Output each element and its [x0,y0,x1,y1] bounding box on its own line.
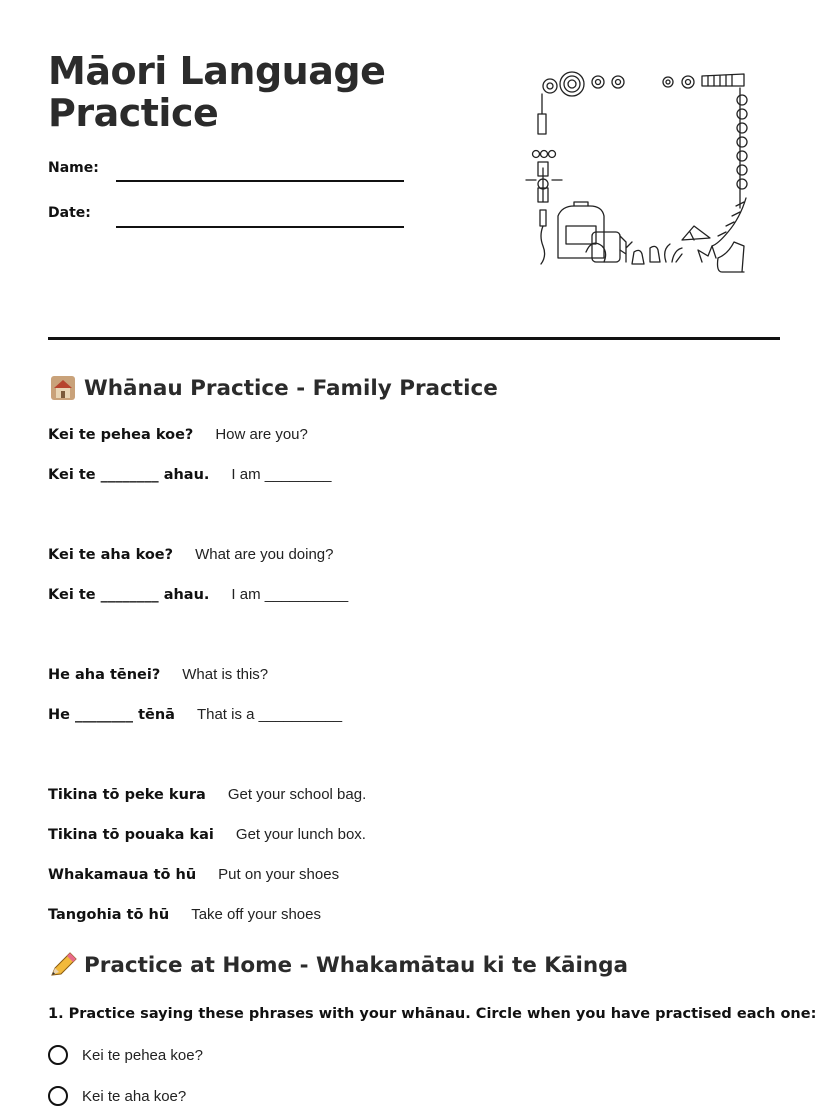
maori-phrase: Kei te aha koe? [48,547,174,563]
maori-phrase: He ________ tēnā [48,707,175,723]
title-line-1: Māori Language [48,49,386,93]
name-field[interactable] [116,180,404,182]
maori-phrase: Tangohia tō hū [48,907,170,923]
english-translation: How are you? [215,426,308,443]
house-icon [48,374,78,402]
maori-phrase: Kei te ________ ahau. [48,467,210,483]
english-translation: What are you doing? [195,546,334,563]
phrase-row [48,906,321,923]
section-heading-text: Whānau Practice - Family Practice [84,375,498,401]
practice-item-label: Kei te pehea koe? [82,1046,203,1064]
maori-phrase: Tikina tō pouaka kai [48,827,214,843]
decorative-border-illustration [522,66,754,286]
page-title [48,50,448,134]
section-heading-practice [48,951,628,979]
english-translation: I am ________ [231,466,332,483]
phrase-row [48,786,366,803]
maori-phrase: Kei te pehea koe? [48,427,194,443]
practice-item[interactable] [48,1086,186,1106]
english-translation: Put on your shoes [218,866,340,883]
phrase-row [48,666,268,683]
instruction-text: 1. Practice saying these phrases with your whānau. Circle when you have practised each one: [48,1006,817,1022]
english-translation: Take off your shoes [191,906,321,923]
section-divider [48,337,780,340]
phrase-row [48,586,348,603]
practice-item-label: Kei te aha koe? [82,1087,187,1105]
phrase-row [48,706,342,723]
english-translation: What is this? [182,666,269,683]
title-line-2: Practice [48,91,219,135]
phrase-row [48,546,333,563]
maori-phrase: Kei te ________ ahau. [48,587,210,603]
phrase-row [48,466,332,483]
maori-phrase: Tikina tō peke kura [48,787,206,803]
maori-phrase: He aha tēnei? [48,667,161,683]
phrase-row [48,826,366,843]
section-heading-text: Practice at Home - Whakamātau ki te Kāinga [84,952,629,978]
check-circle[interactable] [48,1086,68,1106]
maori-phrase: Whakamaua tō hū [48,867,197,883]
date-field[interactable] [116,226,404,228]
date-label: Date: [48,205,91,221]
practice-item[interactable] [48,1045,203,1065]
section-heading-whanau [48,374,498,402]
phrase-row [48,866,339,883]
english-translation: Get your school bag. [227,786,367,803]
name-label: Name: [48,160,99,176]
check-circle[interactable] [48,1045,68,1065]
pencil-icon [48,951,78,979]
english-translation: I am __________ [231,586,349,603]
phrase-row [48,426,308,443]
english-translation: That is a __________ [196,706,343,723]
english-translation: Get your lunch box. [235,826,366,843]
